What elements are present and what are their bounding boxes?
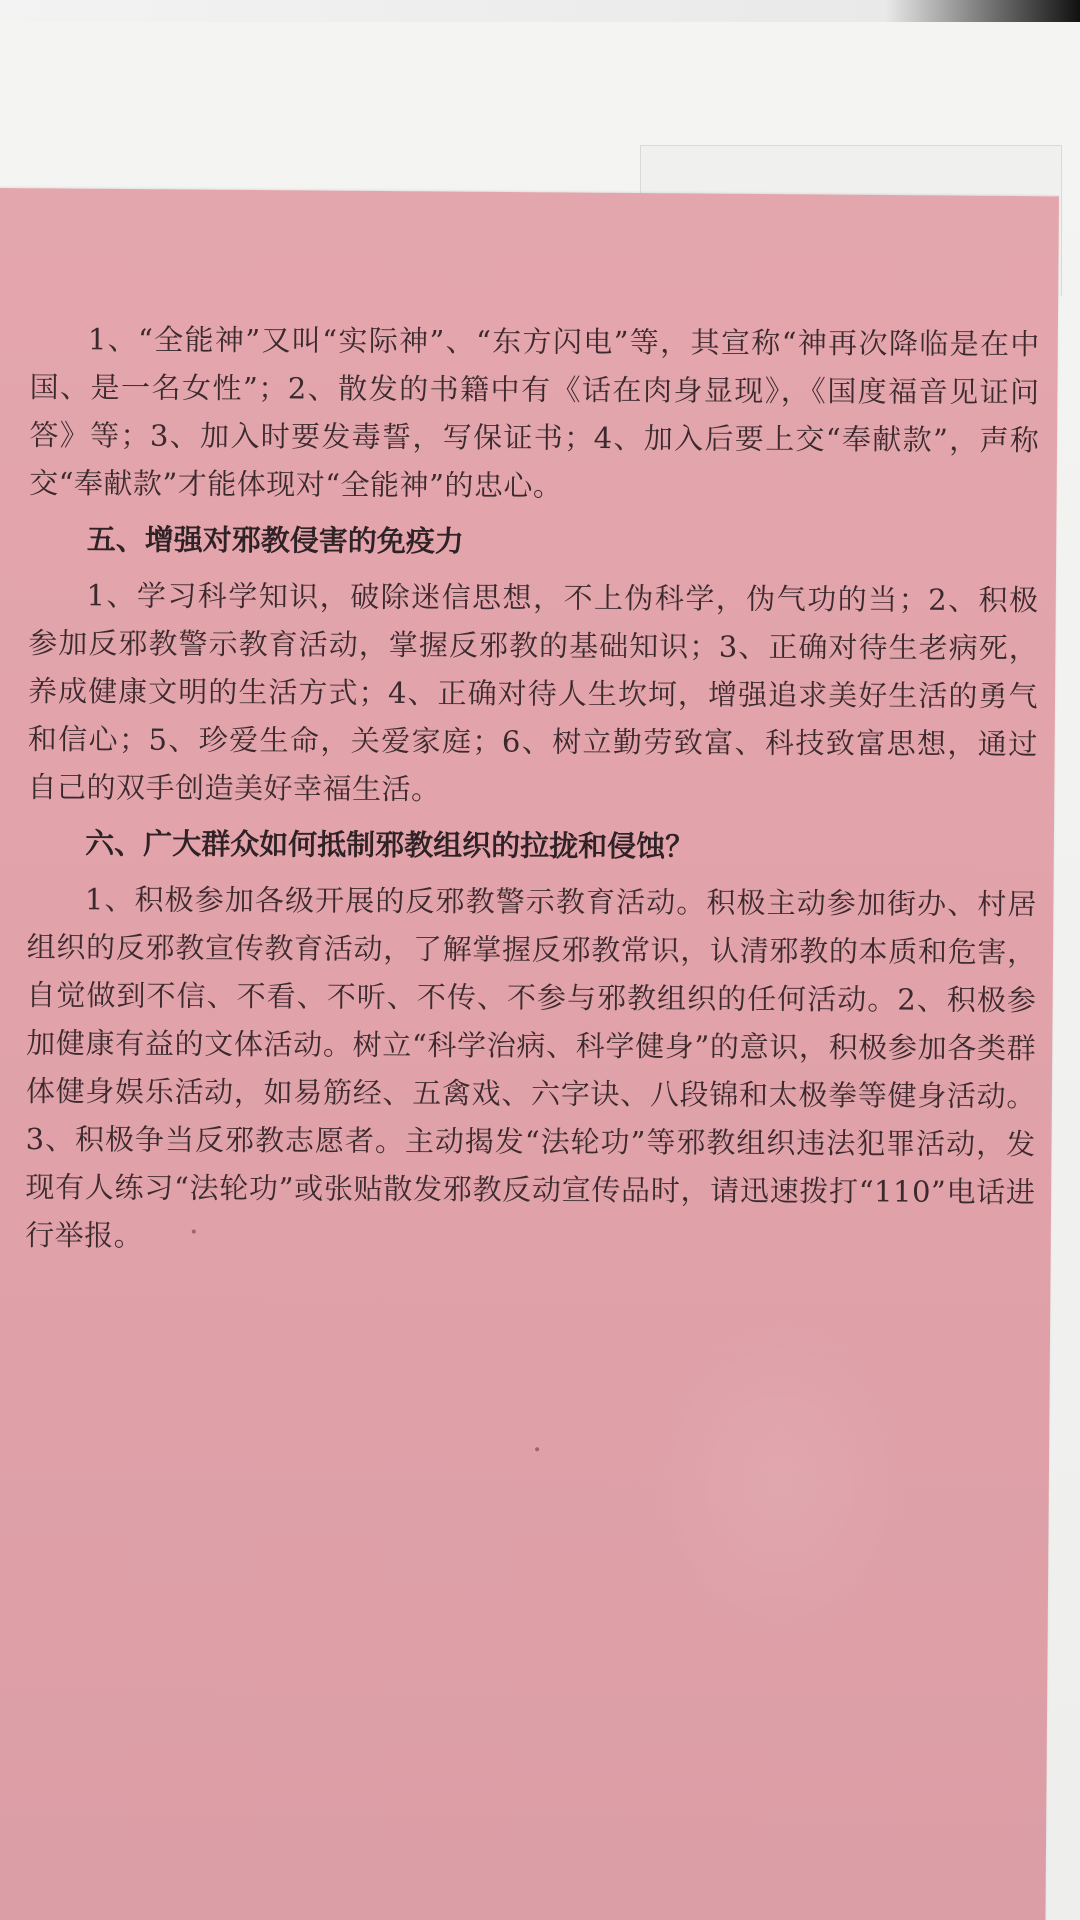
- paragraph-resist: 1、积极参加各级开展的反邪教警示教育活动。积极主动参加街办、村居组织的反邪教宣传教育活动，了解掌握反邪教常识，认清邪教的本质和危害，自觉做到不信、不看、不听、不传、不参与邪教组织的任何活动。2、积极参加健康有益的文体活动。树立“科学治病、科学健身”的意识，积极参加各类群体健身娱乐活动，如易筋经、五禽戏、六字诀、八段锦和太极拳等健身活动。3、积极争当反邪教志愿者。主动揭发“法轮功”等邪教组织违法犯罪活动，发现有人练习“法轮功”或张贴散发邪教反动宣传品时，请迅速拨打“110”电话进行举报。: [25, 882, 1038, 1253]
- paragraph-almighty-god: 1、“全能神”又叫“实际神”、“东方闪电”等，其宣称“神再次降临是在中国、是一名女性”；2、散发的书籍中有《话在肉身显现》，《国度福音见证问答》等；3、加入时要发毒誓，写保证书；4、加入后要上交“奉献款”，声称交“奉献款”才能体现对“全能神”的忠心。: [29, 322, 1040, 503]
- section-heading-5: 五、增强对邪教侵害的免疫力: [86, 522, 464, 559]
- paper-speck: [535, 1447, 539, 1451]
- paragraph-immunity: 1、学习科学知识，破除迷信思想，不上伪科学，伪气功的当；2、积极参加反邪教警示教育活动，掌握反邪教的基础知识；3、正确对待生老病死，养成健康文明的生活方式；4、正确对待人生坎坷，增强追求美好生活的勇气和信心；5、珍爱生命，关爱家庭；6、树立勤劳致富、科技致富思想，通过自己的双手创造美好幸福生活。: [27, 578, 1039, 807]
- document-body: [25, 315, 1040, 1264]
- top-edge-shadow: [0, 0, 1080, 22]
- section-heading-6: 六、广大群众如何抵制邪教组织的拉拢和侵蚀？: [85, 826, 695, 864]
